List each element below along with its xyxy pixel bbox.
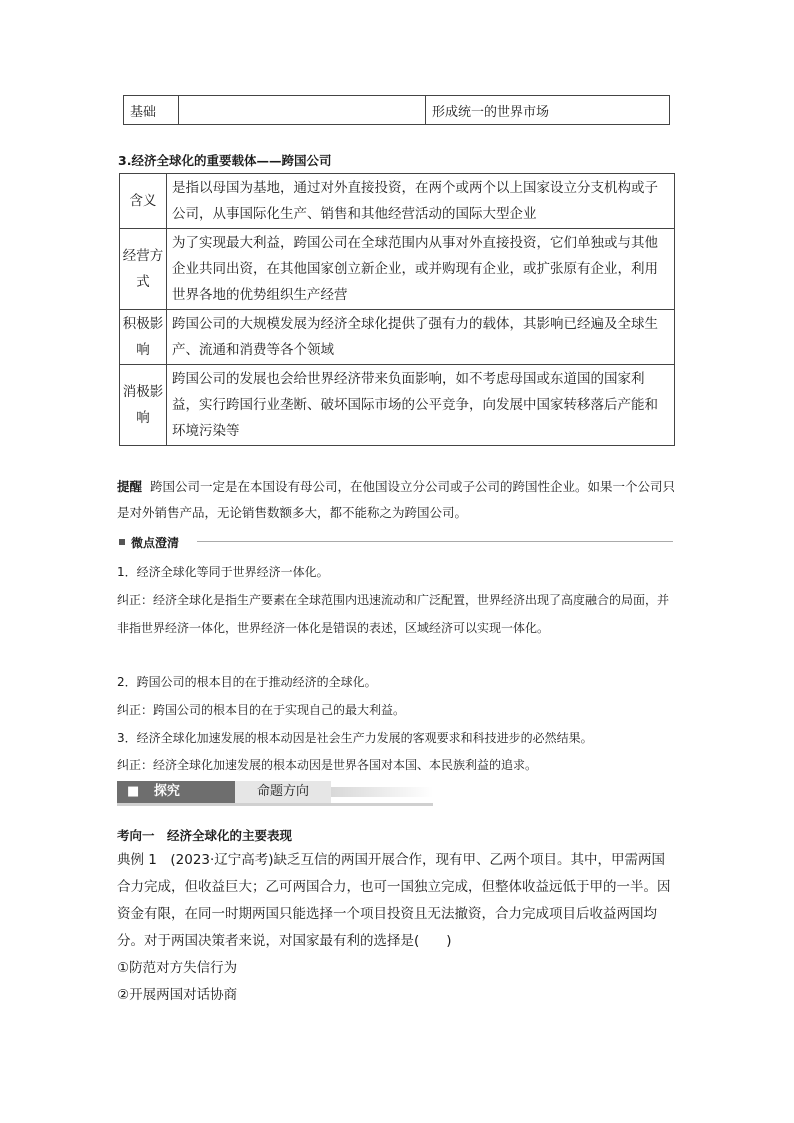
banner-dark-tab: ■ 探究 — [117, 781, 235, 803]
clarify-statement: 3．经济全球化加速发展的根本动因是社会生产力发展的客观要求和科技进步的必然结果。 — [117, 731, 593, 745]
tip-label: 提醒 — [117, 479, 143, 494]
section-title: 3.经济全球化的重要载体——跨国公司 — [118, 153, 332, 168]
clarify-statement: 1．经济全球化等同于世界经济一体化。 — [117, 565, 329, 579]
table-row — [120, 229, 675, 310]
row-label: 消极影响 — [120, 365, 167, 446]
banner-light-label: 命题方向 — [235, 781, 331, 803]
row-content: 为了实现最大利益，跨国公司在全球范围内从事对外直接投资，它们单独或与其他企业共同出资，在其他国家创立新企业，或并购现有企业，或扩张原有企业，利用世界各地的优势组织生产经营 — [167, 229, 675, 310]
direction-title: 考向一 经济全球化的主要表现 — [117, 828, 293, 843]
clarify-correction: 纠正：跨国公司的根本目的在于实现自己的最大利益。 — [117, 703, 406, 717]
clarify-correction: 纠正：经济全球化是指生产要素在全球范围内迅速流动和广泛配置，世界经济出现了高度融合的局面，并非指世界经济一体化，世界经济一体化是错误的表述，区域经济可以实现一体化。 — [117, 593, 670, 635]
table-cell — [179, 96, 426, 125]
tip-paragraph — [117, 474, 677, 526]
top-table — [123, 95, 670, 125]
tip-text: 跨国公司一定是在本国设有母公司，在他国设立分公司或子公司的跨国性企业。如果一个公司只是对外销售产品，无论销售数额多大，都不能称之为跨国公司。 — [117, 479, 676, 520]
option-item: ②开展两国对话协商 — [117, 987, 238, 1003]
clarify-statement: 2．跨国公司的根本目的在于推动经济的全球化。 — [117, 675, 377, 689]
clarify-header — [117, 532, 673, 550]
banner-fade — [331, 787, 433, 797]
banner-underline — [117, 803, 433, 806]
row-content: 是指以母国为基地，通过对外直接投资，在两个或两个以上国家设立分支机构或子公司，从事国际化生产、销售和其他经营活动的国际大型企业 — [167, 174, 675, 229]
square-bullet-icon — [119, 539, 125, 545]
table-row — [120, 174, 675, 229]
row-content: 跨国公司的发展也会给世界经济带来负面影响，如不考虑母国或东道国的国家利益，实行跨国行业垄断、破坏国际市场的公平竞争，向发展中国家转移落后产能和环境污染等 — [167, 365, 675, 446]
row-content: 跨国公司的大规模发展为经济全球化提供了强有力的载体，其影响已经遍及全球生产、流通和消费等各个领域 — [167, 310, 675, 365]
table-cell: 基础 — [124, 96, 179, 125]
divider — [197, 541, 673, 542]
clarify-header-label: 微点澄清 — [131, 536, 180, 550]
table-row — [120, 310, 675, 365]
clarify-correction: 纠正：经济全球化加速发展的根本动因是世界各国对本国、本民族利益的追求。 — [117, 758, 538, 772]
section-banner — [117, 781, 433, 807]
row-label: 含义 — [120, 174, 167, 229]
banner-dark-label: 探究 — [153, 784, 180, 799]
tnc-table — [119, 173, 675, 446]
example-text: 典例 1 (2023·辽宁高考)缺乏互信的两国开展合作，现有甲、乙两个项目。其中，甲需两国合力完成，但收益巨大；乙可两国合力，也可一国独立完成，但整体收益远低于甲的一半。因资金有限，在同一时期两国只能选择一个项目投资且无法撤资，合力完成项目后收益两国均分。对于两国决策者来说，对国家最有利的选择是( ) — [117, 852, 671, 949]
table-row — [124, 96, 670, 125]
row-label: 经营方式 — [120, 229, 167, 310]
row-label: 积极影响 — [120, 310, 167, 365]
option-item: ①防范对方失信行为 — [117, 960, 238, 976]
table-row — [120, 365, 675, 446]
table-cell: 形成统一的世界市场 — [426, 96, 670, 125]
